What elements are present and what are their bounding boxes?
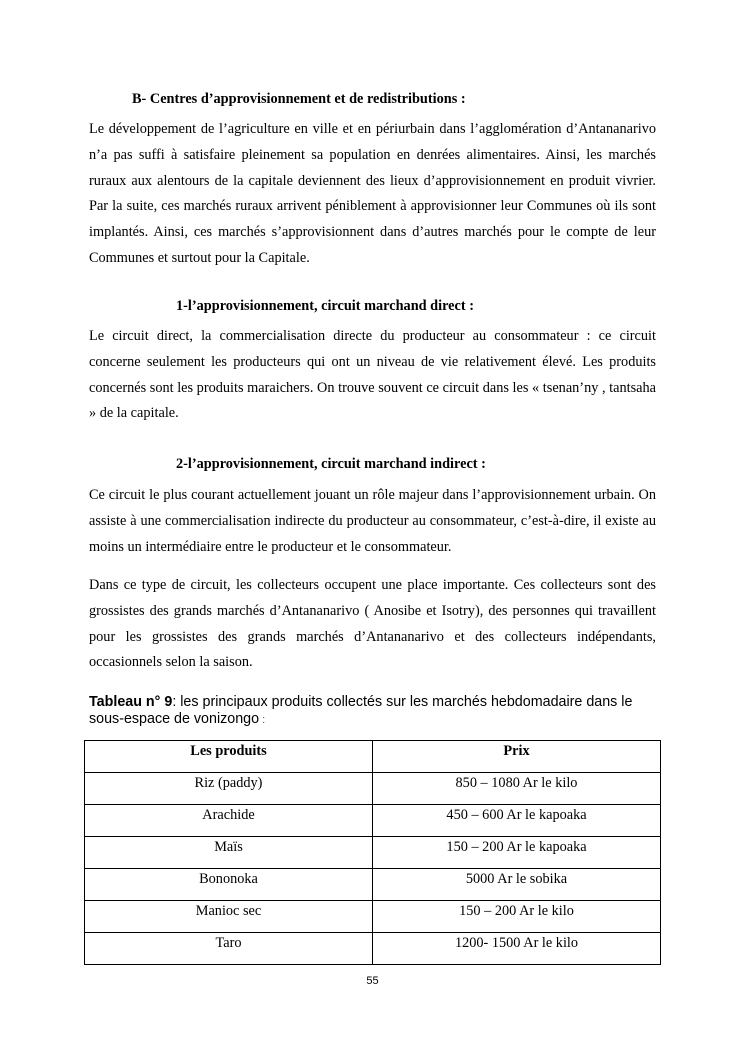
table-row [85, 805, 661, 837]
paragraph-1: Le développement de l’agriculture en ville et en périurbain dans l’agglomération d’Antananarivo n’a pas suffi à satisfaire pleinement sa population en denrées alimentaires. Ainsi, les marchés ruraux aux alentours de la capitale deviennent des lieux d’approvisionnement en produit vivrier. Par la suite, ces marchés ruraux arrivent péniblement à approvisionner leur Communes où ils sont implantés. Ainsi, ces marchés s’approvisionnent dans d’autres marchés pour le compte de leur Communes et surtout pour la Capitale. [89, 121, 656, 266]
product-cell: Maïs [85, 837, 373, 869]
table-row [85, 837, 661, 869]
price-cell: 450 – 600 Ar le kapoaka [373, 805, 661, 837]
table-row [85, 933, 661, 965]
header-price: Prix [373, 741, 661, 773]
table-row [85, 901, 661, 933]
price-cell: 150 – 200 Ar le kapoaka [373, 837, 661, 869]
paragraph-3: Ce circuit le plus courant actuellement jouant un rôle majeur dans l’approvisionnement urbain. On assiste à une commercialisation indirecte du producteur au consommateur, c’est-à-dire, il existe au moins un intermédiaire entre le producteur et le consommateur. [89, 487, 656, 555]
table-caption-colon: : [259, 714, 266, 726]
table-row [85, 869, 661, 901]
page-number: 55 [366, 975, 379, 987]
product-cell: Arachide [85, 805, 373, 837]
subsection-1-title: 1-l’approvisionnement, circuit marchand direct : [176, 298, 474, 314]
product-cell: Bononoka [85, 869, 373, 901]
table-header-row [85, 741, 661, 773]
table-row [85, 773, 661, 805]
subsection-2-title: 2-l’approvisionnement, circuit marchand indirect : [176, 456, 486, 472]
price-cell: 150 – 200 Ar le kilo [373, 901, 661, 933]
price-cell: 850 – 1080 Ar le kilo [373, 773, 661, 805]
price-cell: 5000 Ar le sobika [373, 869, 661, 901]
table-caption [89, 694, 656, 729]
table-caption-label: Tableau n° 9 [89, 694, 173, 710]
product-cell: Taro [85, 933, 373, 965]
product-cell: Riz (paddy) [85, 773, 373, 805]
price-cell: 1200- 1500 Ar le kilo [373, 933, 661, 965]
header-products: Les produits [85, 741, 373, 773]
paragraph-2: Le circuit direct, la commercialisation directe du producteur au consommateur : ce circuit concerne seulement les producteurs qui ont un niveau de vie relativement élevé. Les produits concernés sont les produits maraichers. On trouve souvent ce circuit dans les « tsenan’ny , tantsaha » de la capitale. [89, 328, 656, 422]
product-cell: Manioc sec [85, 901, 373, 933]
section-b-title: B- Centres d’approvisionnement et de redistributions : [132, 91, 466, 107]
products-table [84, 740, 661, 965]
table-caption-text: : les principaux produits collectés sur les marchés hebdomadaire dans le sous-espace de vonizongo [89, 694, 633, 727]
paragraph-4: Dans ce type de circuit, les collecteurs occupent une place importante. Ces collecteurs sont des grossistes des grands marchés d’Antananarivo ( Anosibe et Isotry), des personnes qui travaillent pour les grossistes des grands marchés d’Antananarivo et des collecteurs indépendants, occasionnels selon la saison. [89, 577, 656, 671]
